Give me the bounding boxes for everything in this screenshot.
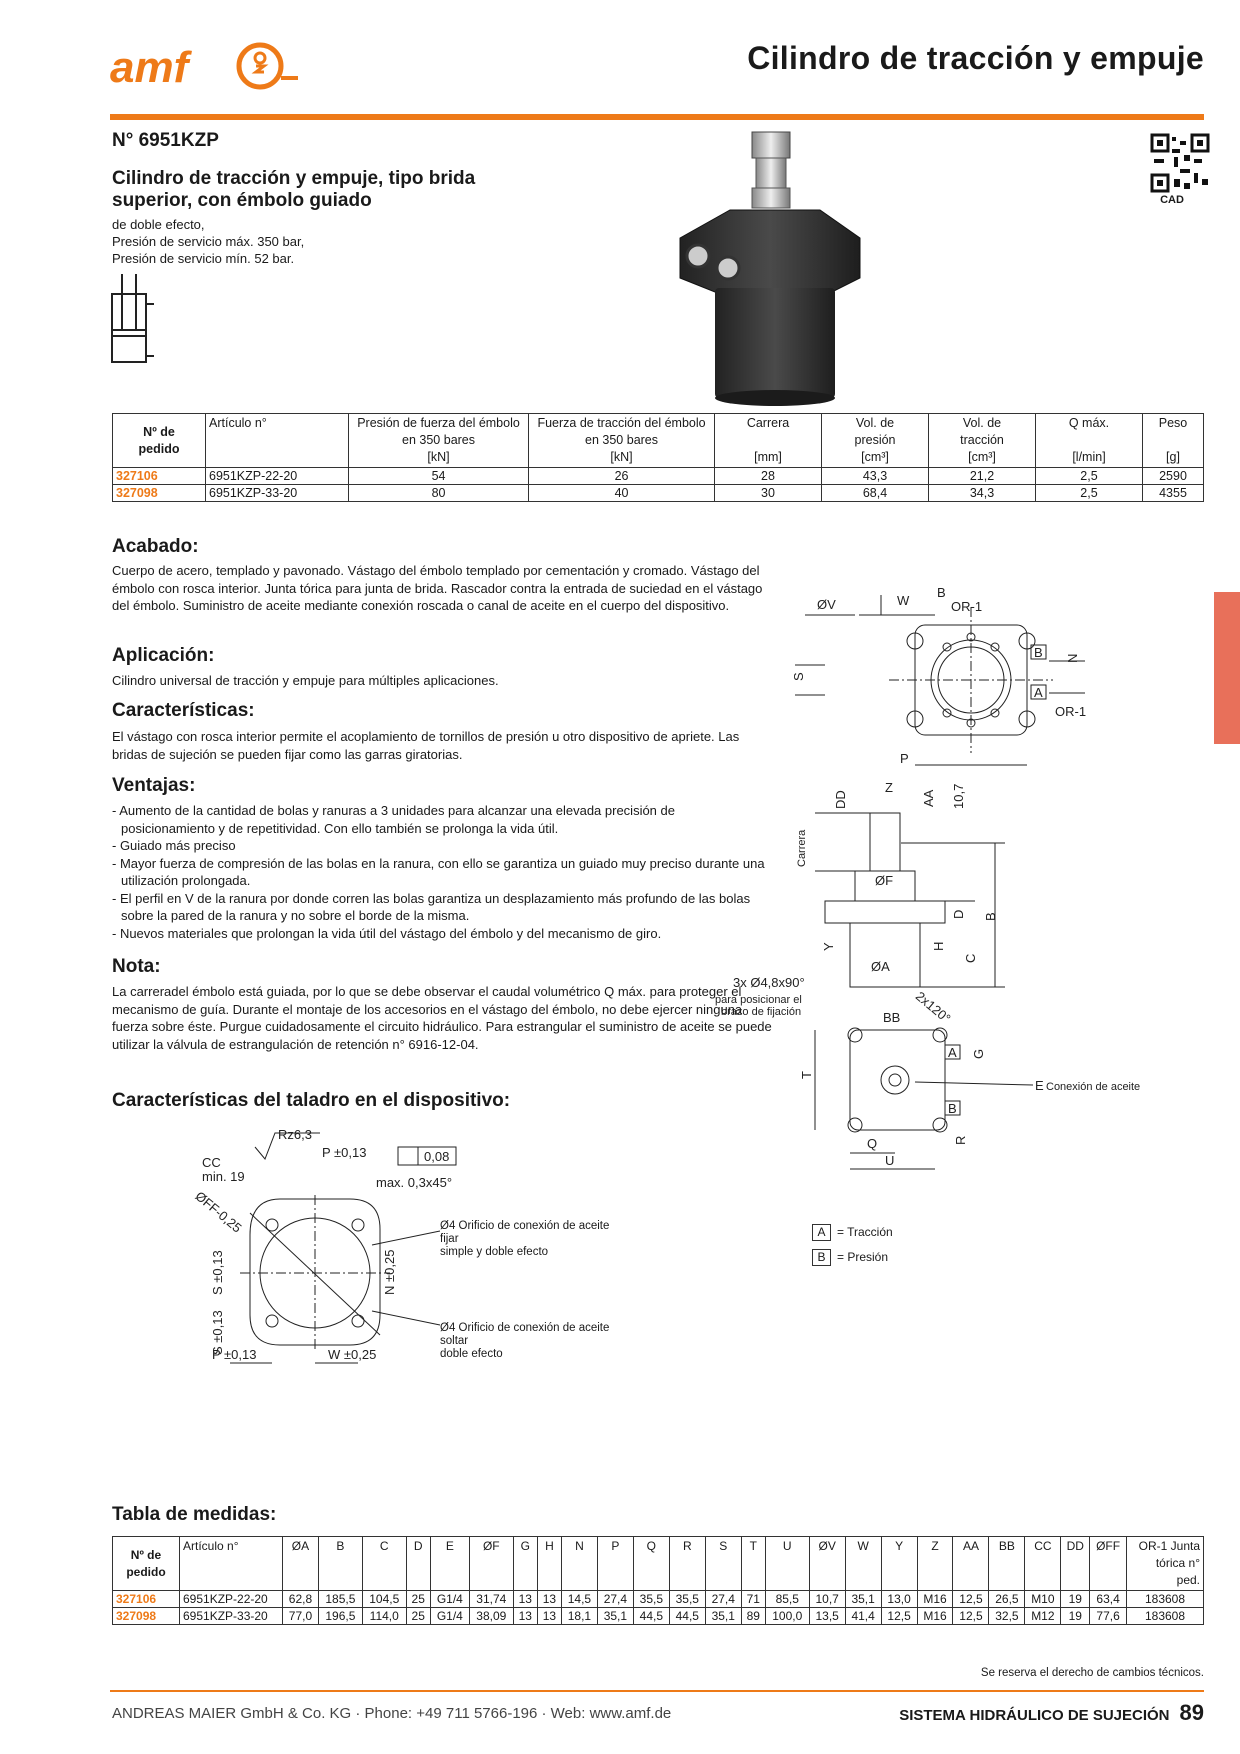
- footer-section-name: SISTEMA HIDRÁULICO DE SUJECIÓN: [899, 1707, 1170, 1724]
- table-header: E: [430, 1537, 469, 1591]
- table-row: [113, 468, 1204, 485]
- header-line: Nº de: [143, 424, 175, 439]
- table-cell: 19: [1061, 1591, 1090, 1608]
- list-item: - Nuevos materiales que prolongan la vida útil del vástago del émbolo y del mecanismo de giro.: [112, 925, 662, 941]
- table-header: [715, 414, 822, 468]
- table-cell: 35,5: [633, 1591, 669, 1608]
- dim-label: S ±0,13: [210, 1250, 225, 1295]
- cad-qr-code-icon[interactable]: [1150, 133, 1210, 198]
- dim-label: S: [791, 672, 806, 681]
- table-cell: 25: [406, 1591, 430, 1608]
- article-subtitle: Cilindro de tracción y empuje, tipo brida superior, con émbolo guiado: [112, 168, 476, 211]
- table-cell: 19: [1061, 1608, 1090, 1625]
- table-cell: G1/4: [430, 1608, 469, 1625]
- table-cell: 26,5: [989, 1591, 1025, 1608]
- cylinder-symbol-icon: [110, 272, 160, 369]
- table-cell: 12,5: [953, 1591, 989, 1608]
- table-row: [113, 485, 1204, 502]
- table-cell: 2,5: [1036, 485, 1143, 502]
- table-header: C: [362, 1537, 406, 1591]
- table-header-row: [113, 1537, 1204, 1591]
- article-spec: [112, 216, 304, 267]
- table-header: [822, 414, 929, 468]
- table-cell: G1/4: [430, 1591, 469, 1608]
- table-header: S: [705, 1537, 741, 1591]
- table-cell: 13: [513, 1591, 537, 1608]
- dim-label: 10,7: [951, 783, 966, 809]
- table-header: ØF: [469, 1537, 513, 1591]
- drill-note-2: [440, 1322, 609, 1361]
- table-header: AA: [953, 1537, 989, 1591]
- table-header: Q: [633, 1537, 669, 1591]
- dim-label: Z: [885, 780, 893, 795]
- section-text-acabado: Cuerpo de acero, templado y pavonado. Vástago del émbolo templado por cementación y cromado. Vástago del émbolo con rosca interior. Junta tórica para junta de brida. Rascador contra la entrada de suciedad en el vástago del émbolo. Suministro de aceite mediante conexión roscada o canal de aceite en el cuerpo del dispositivo.: [112, 563, 763, 613]
- header-rule: [110, 114, 1204, 120]
- table-cell: 26: [529, 468, 715, 485]
- article-number: N° 6951KZP: [112, 130, 219, 151]
- table-cell: 38,09: [469, 1608, 513, 1625]
- list-item: - Aumento de la cantidad de bolas y ranuras a 3 unidades para alcanzar una elevada precisión de posicionamiento y de repetitividad. Con ello también se prolonga la vida útil.: [112, 803, 675, 836]
- page-number: 89: [1179, 1700, 1204, 1725]
- table-cell: 80: [349, 485, 529, 502]
- legend-item: [812, 1224, 893, 1241]
- dim-label: C: [963, 953, 978, 963]
- section-title-nota: Nota:: [112, 956, 161, 977]
- table-cell: 13: [513, 1608, 537, 1625]
- table-header: T: [741, 1537, 765, 1591]
- table-cell: 183608: [1127, 1591, 1204, 1608]
- dim-label: P: [900, 751, 909, 766]
- header-line: presión: [854, 433, 896, 447]
- dim-label: CC: [202, 1155, 221, 1170]
- header-line: pedido: [138, 441, 180, 456]
- table-cell: 77,6: [1090, 1608, 1127, 1625]
- dim-label: B: [948, 1101, 957, 1116]
- table-cell: 6951KZP-33-20: [206, 485, 349, 502]
- table-cell: 2590: [1143, 468, 1204, 485]
- table-cell: 13,0: [881, 1591, 917, 1608]
- section-title-taladro: Características del taladro en el dispositivo:: [112, 1090, 511, 1111]
- dim-label: OR-1: [1055, 704, 1087, 719]
- table-cell: 40: [529, 485, 715, 502]
- ventajas-list: [112, 802, 772, 942]
- dim-label: G: [971, 1048, 986, 1059]
- spec-line: Presión de servicio máx. 350 bar,: [112, 234, 305, 249]
- section-title-acabado: Acabado:: [112, 536, 199, 557]
- footer-rule: [110, 1690, 1204, 1692]
- header-line: Artículo n°: [209, 416, 267, 430]
- table-header: P: [597, 1537, 633, 1591]
- dim-label: BB: [883, 1010, 901, 1025]
- table-cell: 14,5: [561, 1591, 597, 1608]
- table-header: Artículo n°: [180, 1537, 283, 1591]
- dim-label: W ±0,25: [328, 1347, 377, 1362]
- table-cell: 63,4: [1090, 1591, 1127, 1608]
- header-line: [l/min]: [1072, 450, 1106, 464]
- header-line: Carrera: [746, 416, 790, 430]
- table-cell: 41,4: [845, 1608, 881, 1625]
- qr-label: CAD: [1160, 194, 1184, 206]
- dim-label: brazo de fijación: [721, 1006, 802, 1018]
- dim-label: ØFF-0,25: [192, 1188, 245, 1236]
- footer-contact: ANDREAS MAIER GmbH & Co. KG · Phone: +49 711 5766-196 · Web: www.amf.de: [112, 1705, 672, 1722]
- table-cell: 35,1: [845, 1591, 881, 1608]
- table-cell: 77,0: [283, 1608, 319, 1625]
- legend-key: B: [812, 1249, 831, 1266]
- header-line: [cm³]: [861, 450, 889, 464]
- table-cell: 100,0: [765, 1608, 809, 1625]
- table-cell: M16: [917, 1591, 953, 1608]
- order-number-link[interactable]: 327106: [113, 468, 206, 485]
- table-header: [206, 414, 349, 468]
- table-cell: 68,4: [822, 485, 929, 502]
- table-cell: 89: [741, 1608, 765, 1625]
- table-header: N: [561, 1537, 597, 1591]
- dim-label: DD: [833, 790, 848, 809]
- table-cell: 13: [537, 1591, 561, 1608]
- table-cell: 185,5: [318, 1591, 362, 1608]
- table-cell: 35,1: [597, 1608, 633, 1625]
- dim-label: P ±0,13: [212, 1347, 257, 1362]
- table-cell: 183608: [1127, 1608, 1204, 1625]
- table-header: D: [406, 1537, 430, 1591]
- header-line: [mm]: [754, 450, 782, 464]
- table-header: W: [845, 1537, 881, 1591]
- legend-key: A: [812, 1224, 831, 1241]
- header-line: Vol. de: [855, 416, 895, 430]
- table-cell: 54: [349, 468, 529, 485]
- table-cell: 27,4: [705, 1591, 741, 1608]
- table-cell: 30: [715, 485, 822, 502]
- table-header: B: [318, 1537, 362, 1591]
- table-cell: 12,5: [881, 1608, 917, 1625]
- header-line: en 350 bares: [585, 433, 659, 447]
- header-line: Fuerza de tracción del émbolo: [537, 416, 706, 430]
- table-header: [1036, 414, 1143, 468]
- table-cell: 6951KZP-33-20: [180, 1608, 283, 1625]
- table-cell: 6951KZP-22-20: [206, 468, 349, 485]
- table-cell: 4355: [1143, 485, 1204, 502]
- table-cell: 12,5: [953, 1608, 989, 1625]
- table-cell: 32,5: [989, 1608, 1025, 1625]
- drill-note-1: [440, 1220, 609, 1259]
- note-line: simple y doble efecto: [440, 1246, 549, 1258]
- order-number-link[interactable]: 327098: [113, 1608, 180, 1625]
- list-item: - Mayor fuerza de compresión de las bolas en la ranura, con ello se garantiza un guiado muy preciso durante una utilización prolongada.: [112, 855, 765, 888]
- dim-label: 2x120°: [912, 988, 954, 1027]
- table-header: [349, 414, 529, 468]
- note-line: doble efecto: [440, 1348, 503, 1360]
- section-title-ventajas: Ventajas:: [112, 775, 196, 796]
- dim-label: H: [931, 941, 946, 951]
- legend-text: = Tracción: [837, 1225, 893, 1239]
- table-cell: 44,5: [669, 1608, 705, 1625]
- product-photo: [670, 128, 870, 413]
- dim-label: N: [1065, 653, 1080, 663]
- table-header: BB: [989, 1537, 1025, 1591]
- note-line: soltar: [440, 1335, 469, 1347]
- section-title-medidas: Tabla de medidas:: [112, 1504, 277, 1525]
- table-cell: M16: [917, 1608, 953, 1625]
- footer-section: [899, 1700, 1204, 1726]
- table-header: DD: [1061, 1537, 1090, 1591]
- table-cell: 62,8: [283, 1591, 319, 1608]
- table-header: G: [513, 1537, 537, 1591]
- dim-label: B: [1034, 645, 1043, 660]
- legend-text: = Presión: [837, 1250, 889, 1264]
- section-title-caracteristicas: Características:: [112, 700, 255, 721]
- dim-label: P ±0,13: [322, 1145, 367, 1160]
- header-line: Vol. de: [962, 416, 1002, 430]
- table-cell: 25: [406, 1608, 430, 1625]
- table-row: [113, 1591, 1204, 1608]
- dim-label: OR-1: [951, 599, 983, 614]
- spec-line: Presión de servicio mín. 52 bar.: [112, 251, 295, 266]
- dim-label: max. 0,3x45°: [376, 1175, 453, 1190]
- table-cell: 35,5: [669, 1591, 705, 1608]
- note-line: Ø4 Orificio de conexión de aceite: [440, 1322, 610, 1334]
- dim-label: Rz6,3: [278, 1127, 312, 1142]
- table-row: [113, 1608, 1204, 1625]
- page-title: Cilindro de tracción y empuje: [747, 40, 1204, 76]
- table-header: [529, 414, 715, 468]
- table-cell: 2,5: [1036, 468, 1143, 485]
- header-line: Presión de fuerza del émbolo: [357, 416, 520, 430]
- table-cell: 85,5: [765, 1591, 809, 1608]
- list-item: - El perfil en V de la ranura por donde corren las bolas garantiza un desplazamiento más profundo de las bolas sobre la pared de la ranura y no sobre el borde de la misma.: [112, 890, 751, 923]
- table-cell: M10: [1025, 1591, 1061, 1608]
- amf-logo: [110, 42, 300, 103]
- table-cell: 28: [715, 468, 822, 485]
- table-header: [113, 414, 206, 468]
- spec-line: de doble efecto,: [112, 217, 205, 232]
- dim-label: Y: [821, 942, 836, 951]
- table-header-row: [113, 414, 1204, 468]
- dim-label: S ±0,13: [210, 1310, 225, 1355]
- table-cell: 104,5: [362, 1591, 406, 1608]
- table-header: OR-1 Junta tórica n° ped.: [1127, 1537, 1204, 1591]
- dim-label: AA: [921, 789, 936, 807]
- section-text-aplicacion: Cilindro universal de tracción y empuje para múltiples aplicaciones.: [112, 673, 499, 688]
- table-header: ØFF: [1090, 1537, 1127, 1591]
- header-line: [kN]: [610, 450, 633, 464]
- order-number-link[interactable]: 327106: [113, 1591, 180, 1608]
- dim-label: B: [937, 585, 946, 600]
- table-cell: 18,1: [561, 1608, 597, 1625]
- list-item: - Guiado más preciso: [112, 838, 236, 853]
- dim-label: ØF: [875, 873, 894, 888]
- table-cell: 35,1: [705, 1608, 741, 1625]
- dim-label: ØV: [817, 597, 836, 612]
- dim-label: Q: [867, 1136, 878, 1151]
- header-line: [kN]: [427, 450, 450, 464]
- technical-drawing: [715, 585, 1235, 1180]
- table-cell: 10,7: [809, 1591, 845, 1608]
- dim-label: W: [897, 593, 910, 608]
- dim-label: min. 19: [202, 1169, 245, 1184]
- note-line: Ø4 Orificio de conexión de aceite: [440, 1220, 610, 1232]
- header-line: Q máx.: [1068, 416, 1110, 430]
- dim-label: N ±0,25: [382, 1249, 397, 1295]
- table-cell: 34,3: [929, 485, 1036, 502]
- table-cell: 6951KZP-22-20: [180, 1591, 283, 1608]
- section-text-nota: La carreradel émbolo está guiada, por lo que se debe observar el caudal volumétrico Q máx. para proteger el mecanismo de guía. Durante el montaje de los accesorios en el vástago del émbolo, no debe ejercer ninguna fuerza sobre éste. Purgue cuidadosamente el circuito hidráulico. Para estrangular el suministro de aceite se puede utilizar la válvula de estrangulación de retención n° 6916-12-04.: [112, 984, 772, 1052]
- table-cell: 114,0: [362, 1608, 406, 1625]
- table-header: ØA: [283, 1537, 319, 1591]
- dim-label: Conexión de aceite: [1046, 1081, 1141, 1093]
- footnote: Se reserva el derecho de cambios técnicos.: [980, 1667, 1204, 1679]
- table-header: [1143, 414, 1204, 468]
- header-line: tracción: [960, 433, 1004, 447]
- note-line: fijar: [440, 1233, 459, 1245]
- dim-label: R: [953, 1135, 968, 1145]
- table-header: R: [669, 1537, 705, 1591]
- table-cell: 27,4: [597, 1591, 633, 1608]
- dim-label: B: [983, 912, 998, 921]
- header-line: [cm³]: [968, 450, 996, 464]
- table-cell: 43,3: [822, 468, 929, 485]
- table-cell: 71: [741, 1591, 765, 1608]
- table-cell: 31,74: [469, 1591, 513, 1608]
- logo-text: amf: [110, 43, 189, 92]
- table-cell: 196,5: [318, 1608, 362, 1625]
- dim-label: para posicionar el: [715, 994, 802, 1006]
- dim-label: Carrera: [796, 829, 808, 867]
- table-header: [929, 414, 1036, 468]
- dim-label: A: [1034, 685, 1043, 700]
- section-title-aplicacion: Aplicación:: [112, 645, 215, 666]
- dim-label: 3x Ø4,8x90°: [733, 975, 805, 990]
- order-number-link[interactable]: 327098: [113, 485, 206, 502]
- dim-label: T: [799, 1071, 814, 1079]
- table-header: Nº de pedido: [113, 1537, 180, 1591]
- table-header: H: [537, 1537, 561, 1591]
- table-cell: M12: [1025, 1608, 1061, 1625]
- dim-label: 0,08: [424, 1149, 450, 1164]
- header-line: en 350 bares: [402, 433, 476, 447]
- table-cell: 21,2: [929, 468, 1036, 485]
- table-header: Z: [917, 1537, 953, 1591]
- dim-label: A: [948, 1045, 957, 1060]
- dim-label: D: [951, 909, 966, 919]
- header-line: [g]: [1166, 450, 1180, 464]
- dimensions-table: [112, 1536, 1204, 1625]
- dim-label: ØA: [871, 959, 890, 974]
- table-header: U: [765, 1537, 809, 1591]
- table-header: Y: [881, 1537, 917, 1591]
- header-line: Peso: [1158, 416, 1188, 430]
- legend-item: [812, 1249, 893, 1266]
- dim-label: E: [1035, 1078, 1044, 1093]
- legend: [812, 1224, 893, 1266]
- table-cell: 13,5: [809, 1608, 845, 1625]
- table-header: ØV: [809, 1537, 845, 1591]
- product-table: [112, 413, 1204, 502]
- table-cell: 13: [537, 1608, 561, 1625]
- section-text-caracteristicas: El vástago con rosca interior permite el acoplamiento de tornillos de presión u otro dispositivo de apriete. Las bridas de sujeción se pueden fijar como las garras giratorias.: [112, 729, 740, 762]
- table-cell: 44,5: [633, 1608, 669, 1625]
- dim-label: U: [885, 1153, 895, 1168]
- table-header: CC: [1025, 1537, 1061, 1591]
